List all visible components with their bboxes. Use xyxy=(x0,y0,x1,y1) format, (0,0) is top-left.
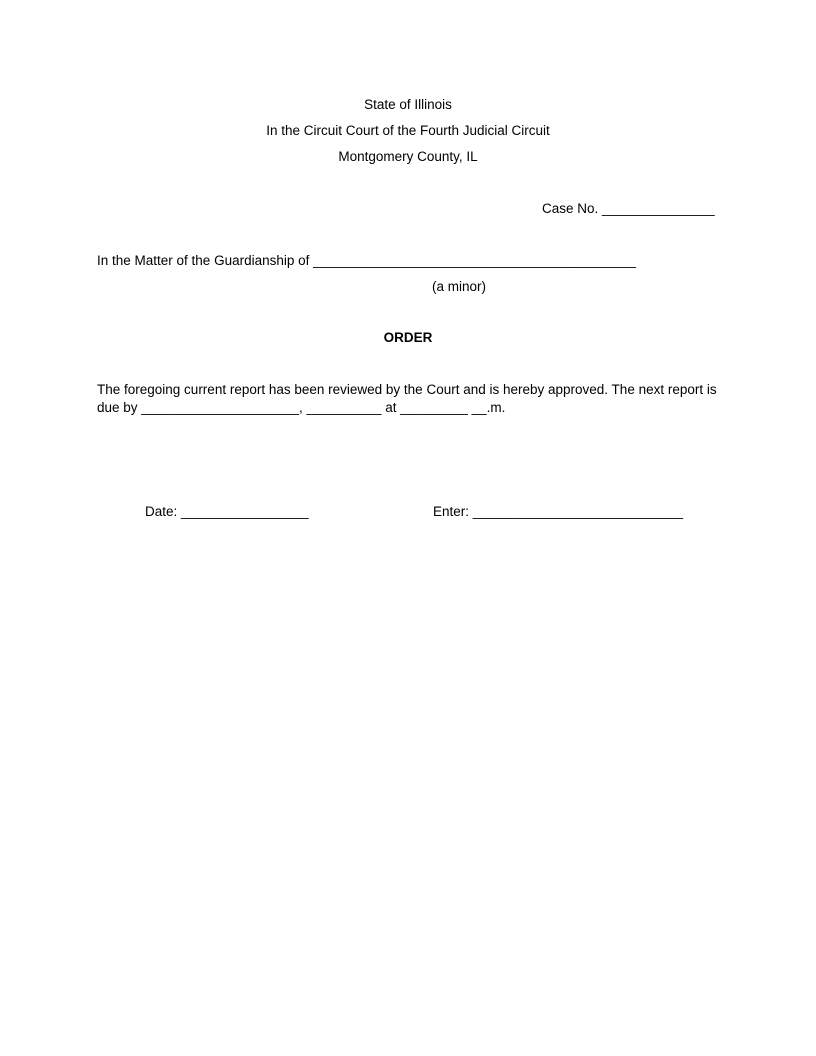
case-number-field: Case No. _______________ xyxy=(542,201,715,216)
county-heading: Montgomery County, IL xyxy=(338,149,478,164)
order-body-line-1: The foregoing current report has been reviewed by the Court and is hereby approved. The next report is xyxy=(97,382,717,397)
guardianship-matter-line: In the Matter of the Guardianship of ___________________________________________ xyxy=(97,253,636,268)
enter-signature-field: Enter: ____________________________ xyxy=(433,504,683,519)
minor-label: (a minor) xyxy=(432,279,487,294)
order-body-line-2: due by _____________________, __________ at _________ __.m. xyxy=(97,400,506,415)
court-heading: In the Circuit Court of the Fourth Judicial Circuit xyxy=(266,123,550,138)
state-heading: State of Illinois xyxy=(364,97,452,112)
order-title: ORDER xyxy=(383,330,433,345)
date-signature-field: Date: _________________ xyxy=(145,504,309,519)
